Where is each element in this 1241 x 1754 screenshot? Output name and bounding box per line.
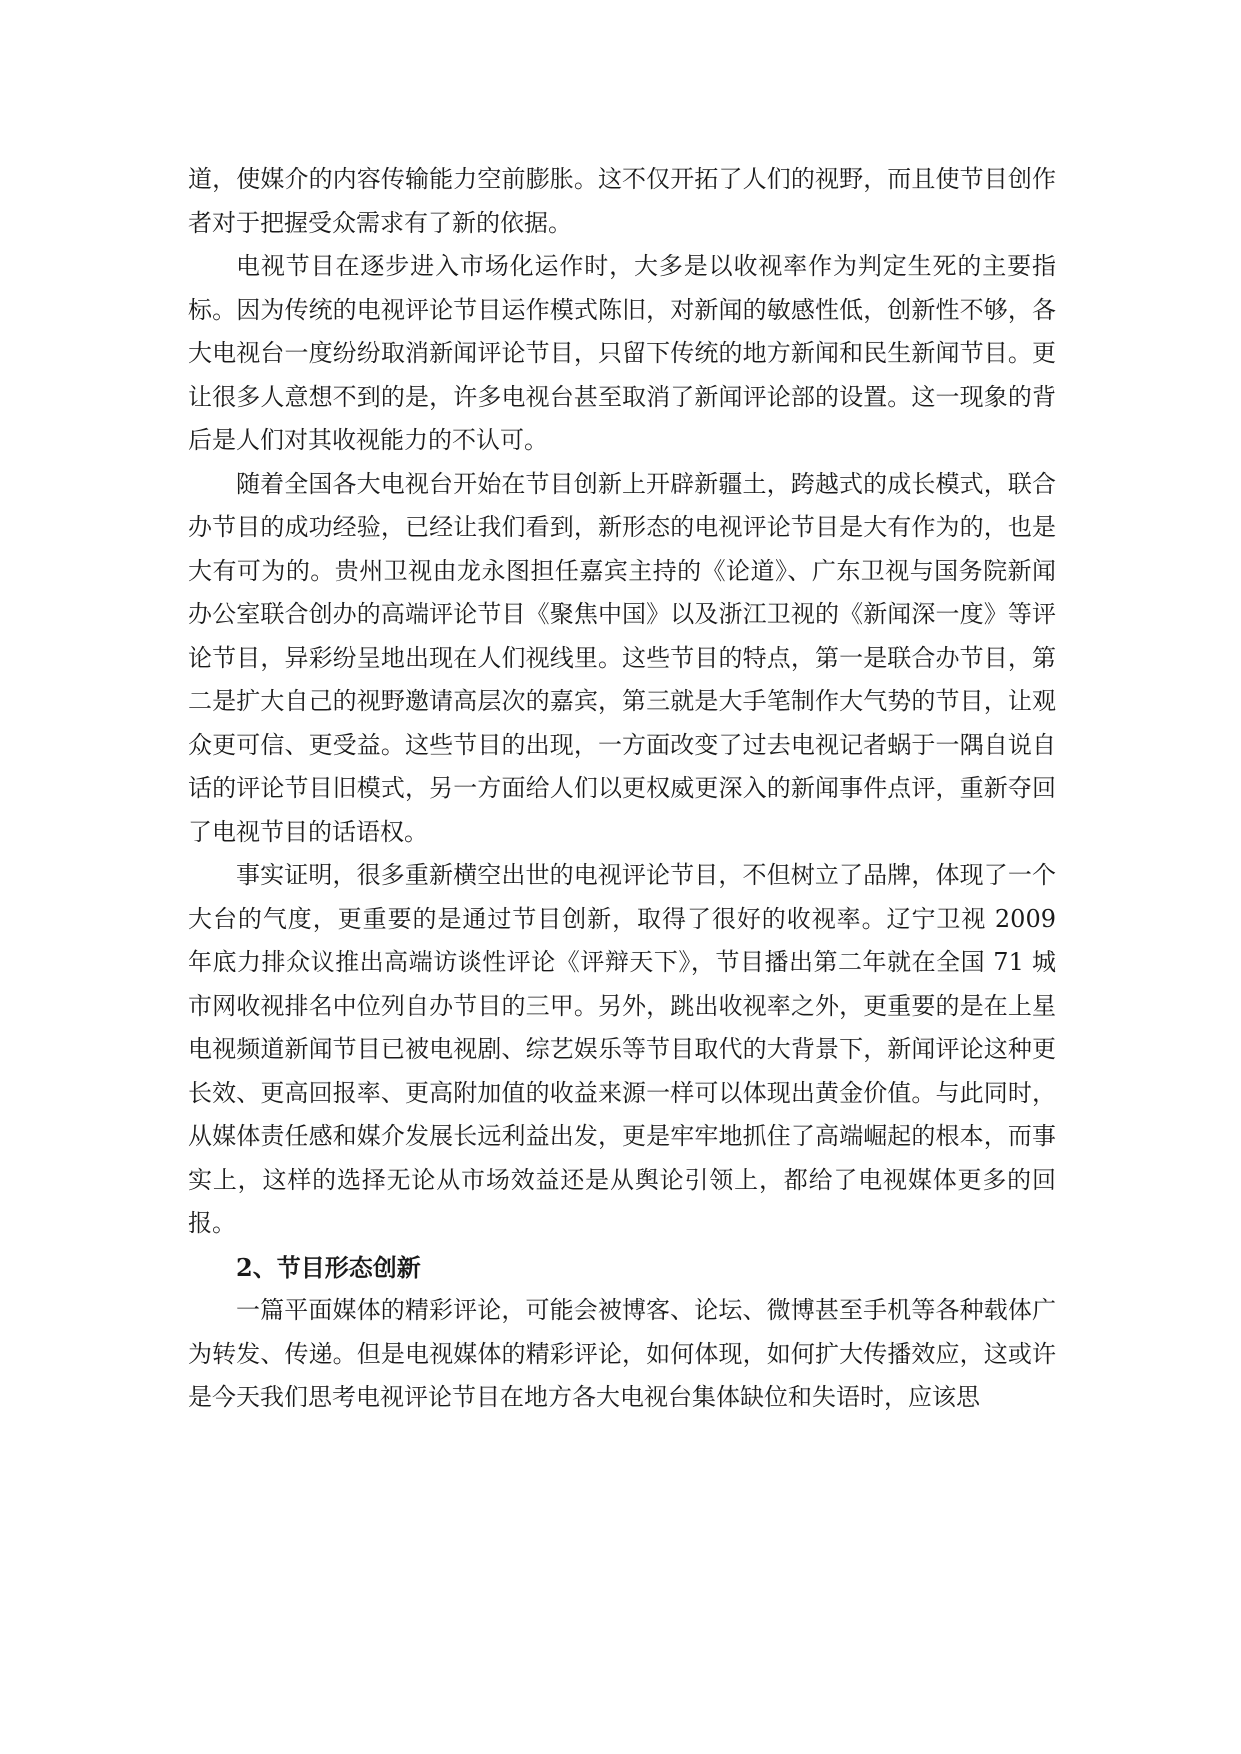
paragraph-ratings: 电视节目在逐步进入市场化运作时，大多是以收视率作为判定生死的主要指标。因为传统的电视评论节目运作模式陈旧，对新闻的敏感性低，创新性不够，各大电视台一度纷纷取消新闻评论节目，只留下传统的地方新闻和民生新闻节目。更让很多人意想不到的是，许多电视台甚至取消了新闻评论部的设置。这一现象的背后是人们对其收视能力的不认可。 (188, 252, 1056, 454)
paragraph-continuation: 道，使媒介的内容传输能力空前膨胀。这不仅开拓了人们的视野，而且使节目创作者对于把握受众需求有了新的依据。 (188, 165, 1056, 237)
paragraph-form-innovation: 一篇平面媒体的精彩评论，可能会被博客、论坛、微博甚至手机等各种载体广为转发、传递。但是电视媒体的精彩评论，如何体现，如何扩大传播效应，这或许是今天我们思考电视评论节目在地方各大电视台集体缺位和失语时，应该思 (188, 1296, 1056, 1411)
document-body (188, 158, 1056, 1420)
paragraph-innovation: 随着全国各大电视台开始在节目创新上开辟新疆土，跨越式的成长模式，联合办节目的成功经验，已经让我们看到，新形态的电视评论节目是大有作为的，也是大有可为的。贵州卫视由龙永图担任嘉宾主持的《论道》、广东卫视与国务院新闻办公室联合创办的高端评论节目《聚焦中国》以及浙江卫视的《新闻深一度》等评论节目，异彩纷呈地出现在人们视线里。这些节目的特点，第一是联合办节目，第二是扩大自己的视野邀请高层次的嘉宾，第三就是大手笔制作大气势的节目，让观众更可信、更受益。这些节目的出现，一方面改变了过去电视记者蜗于一隅自说自话的评论节目旧模式，另一方面给人们以更权威更深入的新闻事件点评，重新夺回了电视节目的话语权。 (188, 469, 1056, 846)
section-heading: 2、节目形态创新 (236, 1252, 421, 1282)
paragraph-evidence: 事实证明，很多重新横空出世的电视评论节目，不但树立了品牌，体现了一个大台的气度，更重要的是通过节目创新，取得了很好的收视率。辽宁卫视 2009 年底力排众议推出高端访谈性评论《评辩天下》，节目播出第二年就在全国 71 城市网收视排名中位列自办节目的三甲。另外，跳出收视率之外，更重要的是在上星电视频道新闻节目已被电视剧、综艺娱乐等节目取代的大背景下，新闻评论这种更长效、更高回报率、更高附加值的收益来源一样可以体现出黄金价值。与此同时，从媒体责任感和媒介发展长远利益出发，更是牢牢地抓住了高端崛起的根本，而事实上，这样的选择无论从市场效益还是从舆论引领上，都给了电视媒体更多的回报。 (188, 861, 1056, 1237)
